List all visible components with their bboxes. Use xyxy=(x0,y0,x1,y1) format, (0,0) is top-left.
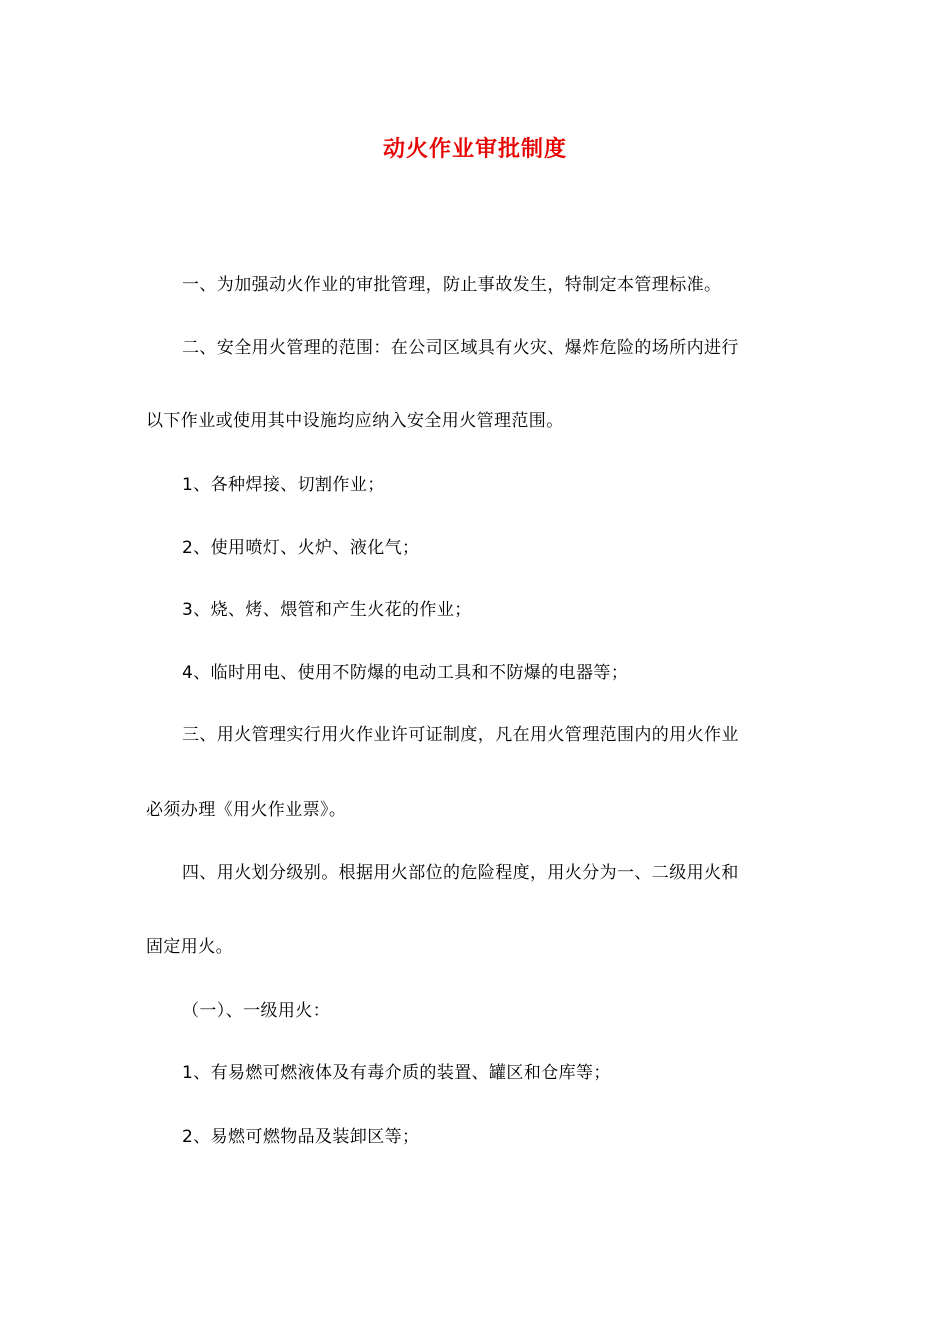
paragraph-2: 二、安全用火管理的范围：在公司区域具有火灾、爆炸危险的场所内进行 xyxy=(182,338,739,358)
subsection-item-1: 1、有易燃可燃液体及有毒介质的装置、罐区和仓库等； xyxy=(182,1063,611,1083)
paragraph-3: 三、用火管理实行用火作业许可证制度，凡在用火管理范围内的用火作业 xyxy=(182,725,739,745)
paragraph-2-continued: 以下作业或使用其中设施均应纳入安全用火管理范围。 xyxy=(146,411,564,431)
paragraph-4-continued: 固定用火。 xyxy=(146,937,233,957)
paragraph-3-continued: 必须办理《用火作业票》。 xyxy=(146,800,347,820)
list-item-3: 3、烧、烤、煨管和产生火花的作业； xyxy=(182,600,472,620)
document-title: 动火作业审批制度 xyxy=(382,137,567,162)
list-item-2: 2、使用喷灯、火炉、液化气； xyxy=(182,538,420,558)
paragraph-1: 一、为加强动火作业的审批管理，防止事故发生，特制定本管理标准。 xyxy=(182,275,722,295)
paragraph-4: 四、用火划分级别。根据用火部位的危险程度，用火分为一、二级用火和 xyxy=(182,863,739,883)
subsection-item-2: 2、易燃可燃物品及装卸区等； xyxy=(182,1127,420,1147)
subsection-heading-1: （一）、一级用火： xyxy=(182,1001,331,1021)
list-item-4: 4、临时用电、使用不防爆的电动工具和不防爆的电器等； xyxy=(182,663,629,683)
list-item-1: 1、各种焊接、切割作业； xyxy=(182,475,385,495)
